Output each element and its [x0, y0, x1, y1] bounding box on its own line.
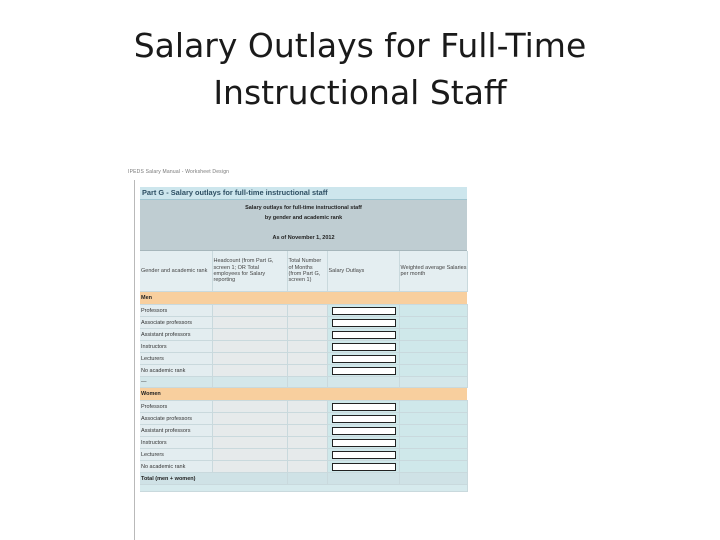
- table-cell: [287, 377, 327, 388]
- header-line-3: As of November 1, 2012: [272, 235, 335, 241]
- column-header-salary-outlays: Salary Outlays: [327, 251, 399, 292]
- men-blank-row: [140, 377, 467, 388]
- salary-outlays-cell: [327, 329, 399, 341]
- weighted-average-cell: [399, 353, 467, 365]
- section-label-men: Men: [140, 292, 467, 305]
- weighted-average-cell: [399, 341, 467, 353]
- salary-outlays-cell: [327, 449, 399, 461]
- salary-outlays-input[interactable]: [332, 307, 396, 315]
- men-rank-label: No academic rank: [140, 365, 212, 377]
- salary-outlays-input[interactable]: [332, 367, 396, 375]
- weighted-average-cell: [399, 449, 467, 461]
- column-header-months: Total Number of Months (from Part G, screen 1): [287, 251, 327, 292]
- salary-outlays-form: [140, 187, 467, 492]
- men-blank-label: —: [140, 377, 212, 388]
- months-cell: [287, 365, 327, 377]
- part-title-bar: Part G - Salary outlays for full-time instructional staff: [140, 187, 467, 200]
- months-cell: [287, 317, 327, 329]
- women-rank-label: Lecturers: [140, 449, 212, 461]
- women-rank-label: Associate professors: [140, 413, 212, 425]
- weighted-average-cell: [399, 425, 467, 437]
- months-cell: [287, 461, 327, 473]
- weighted-average-cell: [399, 317, 467, 329]
- men-rank-label: Professors: [140, 305, 212, 317]
- salary-outlays-cell: [327, 341, 399, 353]
- men-rank-label: Lecturers: [140, 353, 212, 365]
- months-cell: [287, 401, 327, 413]
- form-caption: IPEDS Salary Manual - Worksheet Design: [128, 169, 230, 175]
- slide-title-line-2: Instructional Staff: [213, 73, 507, 112]
- salary-outlays-cell: [327, 437, 399, 449]
- women-rank-label: Assistant professors: [140, 425, 212, 437]
- headcount-cell: [212, 413, 287, 425]
- weighted-average-cell: [399, 413, 467, 425]
- salary-outlays-input[interactable]: [332, 439, 396, 447]
- women-rank-row: [140, 401, 467, 413]
- men-rank-row: [140, 353, 467, 365]
- column-header-headcount: Headcount (from Part G, screen 1; OR Total employees for Salary reporting: [212, 251, 287, 292]
- headcount-cell: [212, 317, 287, 329]
- page-left-rule: [134, 180, 135, 540]
- months-cell: [287, 329, 327, 341]
- headcount-cell: [212, 329, 287, 341]
- salary-outlays-input[interactable]: [332, 331, 396, 339]
- weighted-average-cell: [399, 401, 467, 413]
- women-rank-label: Professors: [140, 401, 212, 413]
- section-row-men: [140, 292, 467, 305]
- column-header-weighted-average: Weighted average Salaries per month: [399, 251, 467, 292]
- headcount-cell: [212, 305, 287, 317]
- men-rank-row: [140, 305, 467, 317]
- months-cell: [287, 305, 327, 317]
- salary-outlays-input[interactable]: [332, 355, 396, 363]
- header-line-1: Salary outlays for full-time instructional staff: [245, 205, 362, 211]
- header-line-2: by gender and academic rank: [264, 215, 343, 221]
- trailing-row: [140, 485, 467, 492]
- weighted-average-cell: [399, 329, 467, 341]
- salary-outlays-input[interactable]: [332, 415, 396, 423]
- salary-outlays-cell: [327, 401, 399, 413]
- headcount-cell: [212, 425, 287, 437]
- slide-title: [0, 22, 720, 116]
- table-cell: [399, 473, 467, 485]
- salary-outlays-input[interactable]: [332, 343, 396, 351]
- men-rank-label: Associate professors: [140, 317, 212, 329]
- women-rank-label: Instructors: [140, 437, 212, 449]
- column-header-row: [140, 251, 467, 292]
- men-rank-label: Instructors: [140, 341, 212, 353]
- men-rank-row: [140, 329, 467, 341]
- salary-outlays-cell: [327, 425, 399, 437]
- salary-outlays-input[interactable]: [332, 463, 396, 471]
- men-rank-row: [140, 317, 467, 329]
- women-rank-label: No academic rank: [140, 461, 212, 473]
- table-cell: [327, 377, 399, 388]
- section-label-women: Women: [140, 388, 467, 401]
- total-label: Total (men + women): [140, 473, 287, 485]
- section-row-women: [140, 388, 467, 401]
- men-rank-row: [140, 365, 467, 377]
- weighted-average-cell: [399, 461, 467, 473]
- table-cell: [327, 473, 399, 485]
- months-cell: [287, 425, 327, 437]
- total-row: [140, 473, 467, 485]
- salary-outlays-input[interactable]: [332, 319, 396, 327]
- weighted-average-cell: [399, 437, 467, 449]
- men-rank-row: [140, 341, 467, 353]
- women-rank-row: [140, 413, 467, 425]
- salary-outlays-cell: [327, 413, 399, 425]
- form-header-block: [140, 200, 467, 251]
- women-rank-row: [140, 449, 467, 461]
- weighted-average-cell: [399, 305, 467, 317]
- headcount-cell: [212, 401, 287, 413]
- salary-outlays-input[interactable]: [332, 403, 396, 411]
- headcount-cell: [212, 353, 287, 365]
- months-cell: [287, 413, 327, 425]
- headcount-cell: [212, 365, 287, 377]
- slide-title-line-1: Salary Outlays for Full-Time: [133, 26, 587, 65]
- weighted-average-cell: [399, 365, 467, 377]
- table-cell: [399, 377, 467, 388]
- salary-outlays-cell: [327, 353, 399, 365]
- salary-outlays-input[interactable]: [332, 427, 396, 435]
- table-cell: [140, 485, 467, 492]
- salary-outlays-cell: [327, 317, 399, 329]
- salary-outlays-cell: [327, 461, 399, 473]
- men-rank-label: Assistant professors: [140, 329, 212, 341]
- table-cell: [287, 473, 327, 485]
- headcount-cell: [212, 437, 287, 449]
- salary-table: [140, 251, 468, 492]
- women-rank-row: [140, 425, 467, 437]
- women-rank-row: [140, 437, 467, 449]
- headcount-cell: [212, 461, 287, 473]
- headcount-cell: [212, 341, 287, 353]
- headcount-cell: [212, 449, 287, 461]
- salary-outlays-input[interactable]: [332, 451, 396, 459]
- table-cell: [212, 377, 287, 388]
- months-cell: [287, 437, 327, 449]
- column-header-rank: Gender and academic rank: [140, 251, 212, 292]
- salary-outlays-cell: [327, 305, 399, 317]
- months-cell: [287, 353, 327, 365]
- women-rank-row: [140, 461, 467, 473]
- months-cell: [287, 341, 327, 353]
- months-cell: [287, 449, 327, 461]
- salary-outlays-cell: [327, 365, 399, 377]
